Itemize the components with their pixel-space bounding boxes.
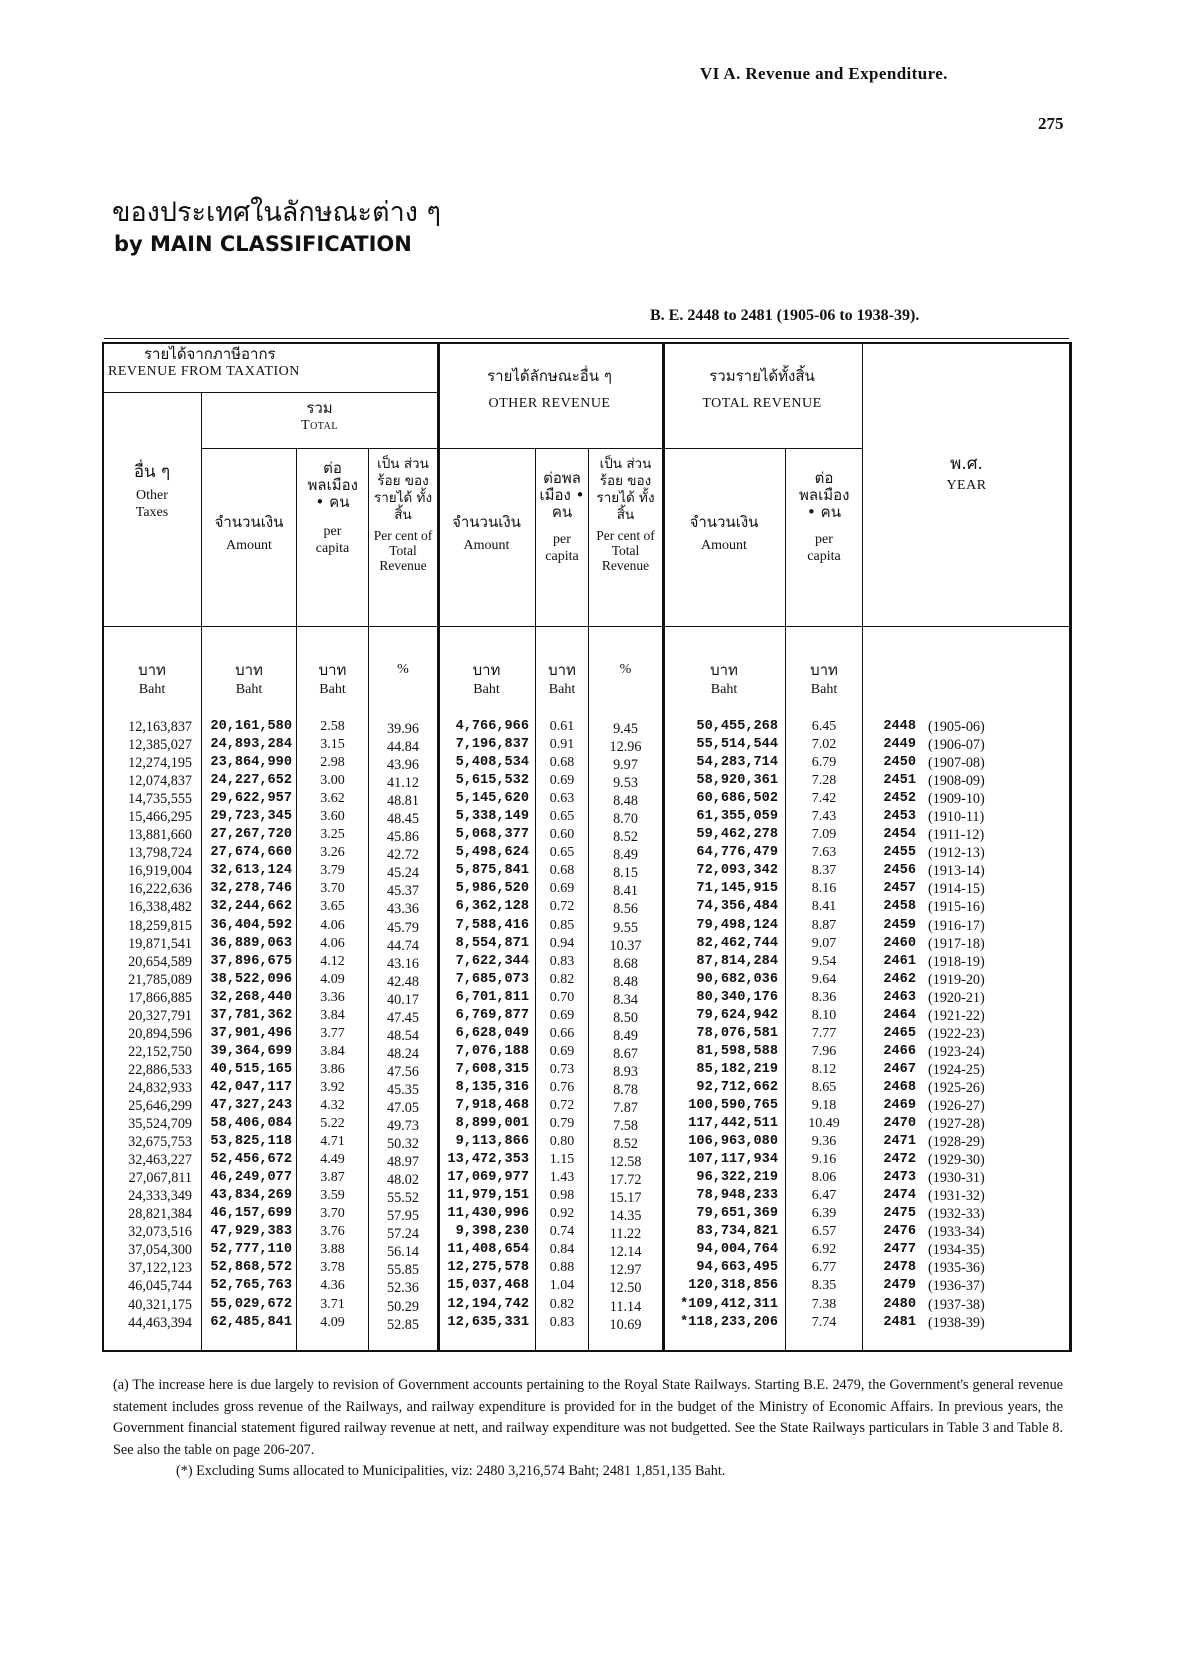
unit-total-amount: [663, 660, 785, 700]
footnote-star: (*) Excluding Sums allocated to Municipalities, viz: 2480 3,216,574 Baht; 2481 1,851,135 Baht.: [176, 1463, 726, 1479]
total-amount-en: Amount: [701, 538, 747, 553]
total-per-capita-header: [786, 470, 862, 565]
rule-header-bottom: [104, 626, 1069, 627]
other-amount-en: Amount: [463, 538, 510, 553]
unit-tax-per-capita: [297, 660, 368, 700]
other-taxes-header: [106, 464, 198, 521]
other-group-header: [437, 368, 662, 412]
unit-thai: บาท: [235, 661, 263, 679]
tax-per-capita-header: [297, 460, 368, 557]
taxation-thai: รายได้จากภาษีอากร: [144, 345, 276, 363]
taxation-en: REVENUE FROM TAXATION: [108, 364, 300, 379]
other-per-capita-en: per capita: [545, 532, 579, 564]
year-header: [864, 456, 1069, 494]
unit-total-per-capita: [786, 660, 862, 700]
other-amount-thai: จำนวนเงิน: [452, 513, 521, 531]
unit-en: Baht: [473, 682, 500, 697]
col-other-taxes: 12,163,837 12,385,027 12,274,195 12,074,837 14,735,555 15,466,295 13,881,660 13,798,724 16,919,004 16,222,636 16,338,482 18,259,815 19,871,541 20,654,589 21,785,089 17,866,885 20,327,791 20,894,596 22,152,750 22,886,533 24,832,933 25,646,299 35,524,709 32,675,753 32,463,227 27,067,811 24,333,349 28,821,384 32,073,516 37,054,300 37,122,123 46,045,744 40,321,175 44,463,394: [128, 719, 192, 1331]
rule-total: [202, 448, 437, 449]
unit-other-percent: [589, 660, 662, 680]
unit-thai: บาท: [138, 661, 166, 679]
unit-thai: บาท: [318, 661, 347, 679]
tax-amount-header: [202, 514, 296, 554]
unit-en: Baht: [810, 682, 838, 697]
tax-per-capita-en: per capita: [315, 524, 350, 556]
year-thai: พ.ศ.: [950, 454, 983, 474]
unit-en: Baht: [710, 682, 738, 697]
table-top-rule: [104, 338, 1069, 339]
rule-other-total: [437, 448, 862, 449]
unit-thai: บาท: [710, 661, 738, 679]
total-amount-header: [663, 514, 785, 554]
section-title: VI A. Revenue and Expenditure.: [700, 64, 948, 83]
totalrev-en: TOTAL REVENUE: [702, 396, 822, 411]
rule-taxation: [104, 392, 437, 393]
unit-other-amount: [438, 660, 535, 700]
tax-percent-header: [369, 456, 437, 573]
unit-other-taxes: [106, 660, 198, 700]
col-total-per-capita: 6.45 7.02 6.79 7.28 7.42 7.43 7.09 7.63 8.37 8.16 8.41 8.87 9.07 9.54 9.64 8.36 8.10 7.77 7.96 8.12 8.65 9.18 10.49 9.36 9.16 8.06 6.47 6.39 6.57 6.92 6.77 8.35 7.38 7.74: [808, 719, 840, 1330]
other-percent-thai: เป็น ส่วนร้อย ของรายได้ ทั้งสิ้น: [596, 456, 655, 523]
vline-9: [862, 344, 863, 1350]
col-tax-per-capita: 2.58 3.15 2.98 3.00 3.62 3.60 3.25 3.26 3.79 3.70 3.65 4.06 4.06 4.12 4.09 3.36 3.84 3.77 3.84 3.86 3.92 4.32 5.22 4.71 4.49 3.87 3.59 3.70 3.76 3.88 3.78 4.36 3.71 4.09: [320, 719, 345, 1330]
footnote-a: (a) The increase here is due largely to revision of Government accounts pertaining to the Royal State Railways. Starting B.E. 2479, the Government's general revenue statement includes gross revenue of the Railways, and railway expenditure is provided for in the budget of the Ministry of Economic Affairs. In previous years, the Government financial statement figured railway revenue at nett, and railway expenditure was not budgetted. See the State Railways particulars in Table 3 and Table 8. See also the table on page 206-207.: [113, 1377, 1063, 1458]
col-tax-percent: 39.96 44.84 43.96 41.12 48.81 48.45 45.86 42.72 45.24 45.37 43.36 45.79 44.74 43.16 42.48 40.17 47.45 48.54 48.24 47.56 45.35 47.05 49.73 50.32 48.97 48.02 55.52 57.95 57.24 56.14 55.85 52.36 50.29 52.85: [387, 721, 419, 1333]
tax-amount-thai: จำนวนเงิน: [214, 513, 284, 531]
other-taxes-en: Other Taxes: [135, 488, 169, 520]
tax-per-capita-thai: ต่อ พลเมือง • คน: [307, 459, 358, 511]
unit-en: Baht: [138, 682, 166, 697]
unit-thai: บาท: [548, 661, 576, 679]
unit-en: Baht: [319, 682, 346, 697]
english-title: by MAIN CLASSIFICATION: [114, 232, 412, 256]
revenue-table: [102, 342, 1072, 1352]
other-en: OTHER REVENUE: [488, 396, 611, 411]
unit-thai: บาท: [472, 661, 501, 679]
total-per-capita-thai: ต่อ พลเมือง • คน: [799, 469, 850, 521]
totalrev-thai: รวมรายได้ทั้งสิ้น: [709, 367, 815, 385]
taxation-group-header: [104, 346, 324, 380]
col-tax-amount: 20,161,580 24,893,284 23,864,990 24,227,652 29,622,957 29,723,345 27,267,720 27,674,660 32,613,124 32,278,746 32,244,662 36,404,592 36,889,063 37,896,675 38,522,096 32,268,440 37,781,362 37,901,496 39,364,699 40,515,165 42,047,117 47,327,243 58,406,084 53,825,118 52,456,672 46,249,077 43,834,269 46,157,699 47,929,383 52,777,110 52,868,572 52,765,763 55,029,672 62,485,841: [210, 719, 292, 1330]
col-year-be: 2448 2449 2450 2451 2452 2453 2454 2455 2456 2457 2458 2459 2460 2461 2462 2463 2464 2465 2466 2467 2468 2469 2470 2471 2472 2473 2474 2475 2476 2477 2478 2479 2480 2481: [883, 719, 916, 1330]
year-en: YEAR: [946, 478, 987, 493]
other-percent-header: [589, 456, 662, 573]
unit-percent: %: [397, 662, 409, 677]
total-per-capita-en: per capita: [807, 532, 841, 564]
unit-other-per-capita: [536, 660, 588, 700]
total-en: Total: [301, 418, 338, 433]
other-percent-en: Per cent of Total Revenue: [596, 528, 655, 573]
col-other-percent: 9.45 12.96 9.97 9.53 8.48 8.70 8.52 8.49 8.15 8.41 8.56 9.55 10.37 8.68 8.48 8.34 8.50 8.49 8.67 8.93 8.78 7.87 7.58 8.52 12.58 17.72 15.17 14.35 11.22 12.14 12.97 12.50 11.14 10.69: [609, 721, 642, 1333]
unit-en: Baht: [548, 682, 576, 697]
tax-amount-en: Amount: [226, 538, 272, 553]
total-amount-thai: จำนวนเงิน: [689, 513, 759, 531]
thai-title: ของประเทศในลักษณะต่าง ๆ: [112, 197, 442, 228]
col-other-per-capita: 0.61 0.91 0.68 0.69 0.63 0.65 0.60 0.65 0.68 0.69 0.72 0.85 0.94 0.83 0.82 0.70 0.69 0.66 0.69 0.73 0.76 0.72 0.79 0.80 1.15 1.43 0.98 0.92 0.74 0.84 0.88 1.04 0.82 0.83: [549, 719, 575, 1330]
col-year-ad: (1905-06) (1906-07) (1907-08) (1908-09) (1909-10) (1910-11) (1911-12) (1912-13) (1913-14) (1914-15) (1915-16) (1916-17) (1917-18) (1918-19) (1919-20) (1920-21) (1921-22) (1922-23) (1923-24) (1924-25) (1925-26) (1926-27) (1927-28) (1928-29) (1929-30) (1930-31) (1931-32) (1932-33) (1933-34) (1934-35) (1935-36) (1936-37) (1937-38) (1938-39): [928, 719, 985, 1331]
unit-tax-amount: [202, 660, 296, 700]
unit-percent: %: [619, 662, 632, 677]
tax-percent-en: Per cent of Total Revenue: [373, 528, 433, 573]
tax-percent-thai: เป็น ส่วนร้อย ของรายได้ ทั้งสิ้น: [373, 456, 433, 523]
col-total-amount: 50,455,268 55,514,544 54,283,714 58,920,361 60,686,502 61,355,059 59,462,278 64,776,479 72,093,342 71,145,915 74,356,484 79,498,124 82,462,744 87,814,284 90,682,036 80,340,176 79,624,942 78,076,581 81,598,588 85,182,219 92,712,662 100,590,765 117,442,511 106,963,080 107,117,934 96,322,219 78,948,233 79,651,369 83,734,821 94,004,764 94,663,495 120,318,856 *109,412,311 *118,233,206: [680, 719, 778, 1330]
total-group-header: [202, 400, 437, 434]
totalrev-group-header: [662, 368, 862, 412]
unit-en: Baht: [235, 682, 263, 697]
total-thai: รวม: [306, 399, 333, 417]
other-amount-header: [438, 514, 535, 554]
other-thai: รายได้ลักษณะอื่น ๆ: [487, 367, 612, 385]
date-range: B. E. 2448 to 2481 (1905-06 to 1938-39).: [650, 307, 920, 324]
unit-thai: บาท: [810, 661, 838, 679]
col-other-amount: 4,766,966 7,196,837 5,408,534 5,615,532 5,145,620 5,338,149 5,068,377 5,498,624 5,875,841 5,986,520 6,362,128 7,588,416 8,554,871 7,622,344 7,685,073 6,701,811 6,769,877 6,628,049 7,076,188 7,608,315 8,135,316 7,918,468 8,899,001 9,113,866 13,472,353 17,069,977 11,979,151 11,430,996 9,398,230 11,408,654 12,275,578 15,037,468 12,194,742 12,635,331: [447, 719, 529, 1330]
other-per-capita-header: [536, 470, 588, 565]
other-per-capita-thai: ต่อพล เมือง • คน: [539, 469, 585, 521]
unit-tax-percent: [369, 660, 437, 680]
page-number: 275: [1038, 114, 1064, 133]
other-taxes-thai: อื่น ๆ: [133, 462, 171, 482]
